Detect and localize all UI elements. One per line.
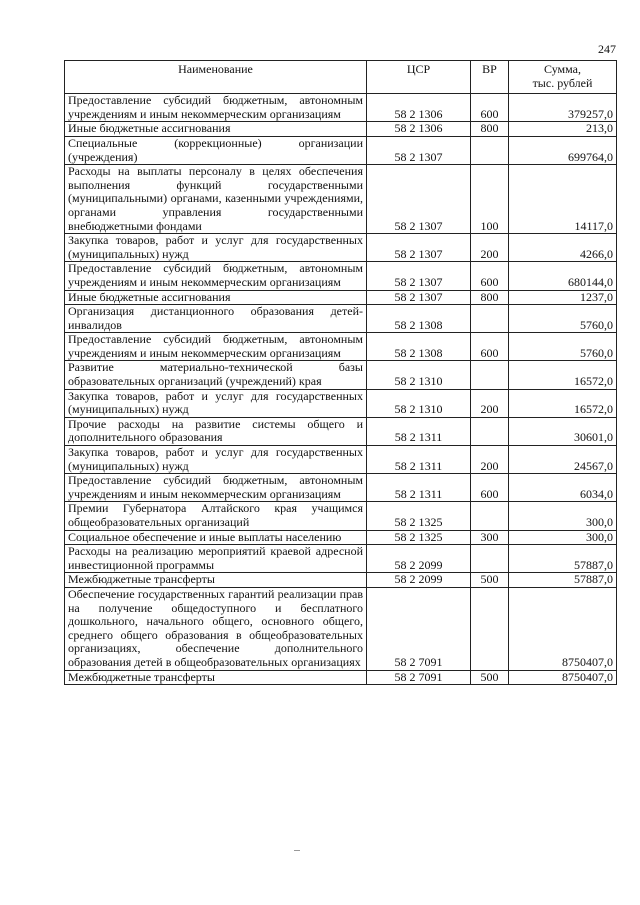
row-vr: 800 (471, 122, 509, 137)
row-vr: 600 (471, 333, 509, 361)
table-header-row (65, 61, 617, 94)
budget-table (64, 60, 617, 685)
header-sum-line1: Сумма, (544, 62, 581, 76)
row-csr: 58 2 1306 (367, 94, 471, 122)
row-name: Обеспечение государственных гарантий реализации прав на получение общедоступного и бесплатного дошкольного, начального общего, основного общего, среднего общего образования в общеобразовательных организациях, обеспечение дополнительного образования детей в общеобразовательных организациях (65, 587, 367, 670)
table-row (65, 573, 617, 588)
row-sum: 4266,0 (509, 234, 617, 262)
table-row (65, 502, 617, 530)
row-csr: 58 2 1307 (367, 234, 471, 262)
table-row (65, 474, 617, 502)
table-row (65, 587, 617, 670)
row-sum: 300,0 (509, 502, 617, 530)
row-sum: 24567,0 (509, 446, 617, 474)
row-csr: 58 2 1325 (367, 502, 471, 530)
table-row (65, 305, 617, 333)
row-name: Закупка товаров, работ и услуг для государственных (муниципальных) нужд (65, 446, 367, 474)
row-vr: 300 (471, 530, 509, 545)
row-vr: 200 (471, 234, 509, 262)
row-sum: 14117,0 (509, 165, 617, 234)
table-row (65, 361, 617, 389)
row-name: Специальные (коррекционные) организации (учреждения) (65, 136, 367, 164)
row-name: Премии Губернатора Алтайского края учащимся общеобразовательных организаций (65, 502, 367, 530)
row-sum: 5760,0 (509, 333, 617, 361)
table-row (65, 530, 617, 545)
row-sum: 57887,0 (509, 545, 617, 573)
row-csr: 58 2 2099 (367, 573, 471, 588)
table-body (65, 94, 617, 685)
row-name: Предоставление субсидий бюджетным, автономным учреждениям и иным некоммерческим организациям (65, 474, 367, 502)
row-sum: 57887,0 (509, 573, 617, 588)
row-sum: 16572,0 (509, 361, 617, 389)
table-row (65, 94, 617, 122)
row-name: Расходы на выплаты персоналу в целях обеспечения выполнения функций государственными (муниципальными) органами, казенными учреждениями, органами управления государственными внебюджетными фондами (65, 165, 367, 234)
row-sum: 30601,0 (509, 417, 617, 445)
header-csr: ЦСР (367, 61, 471, 94)
row-vr: 800 (471, 290, 509, 305)
row-vr (471, 361, 509, 389)
row-vr: 100 (471, 165, 509, 234)
table-row (65, 417, 617, 445)
row-name: Организация дистанционного образования детей-инвалидов (65, 305, 367, 333)
row-sum: 1237,0 (509, 290, 617, 305)
row-vr: 600 (471, 262, 509, 290)
row-csr: 58 2 1308 (367, 305, 471, 333)
table-row (65, 670, 617, 685)
table-row (65, 545, 617, 573)
row-name: Иные бюджетные ассигнования (65, 290, 367, 305)
table-row (65, 262, 617, 290)
row-name: Межбюджетные трансферты (65, 670, 367, 685)
row-sum: 300,0 (509, 530, 617, 545)
table-row (65, 446, 617, 474)
row-csr: 58 2 1325 (367, 530, 471, 545)
row-vr (471, 502, 509, 530)
row-csr: 58 2 1311 (367, 474, 471, 502)
row-name: Расходы на реализацию мероприятий краевой адресной инвестиционной программы (65, 545, 367, 573)
row-sum: 379257,0 (509, 94, 617, 122)
row-csr: 58 2 1307 (367, 290, 471, 305)
row-vr (471, 417, 509, 445)
row-csr: 58 2 1306 (367, 122, 471, 137)
header-name: Наименование (65, 61, 367, 94)
row-name: Развитие материально-технической базы образовательных организаций (учреждений) края (65, 361, 367, 389)
footer-mark (294, 850, 300, 851)
header-sum (509, 61, 617, 94)
row-csr: 58 2 7091 (367, 670, 471, 685)
row-csr: 58 2 7091 (367, 587, 471, 670)
table-row (65, 234, 617, 262)
row-csr: 58 2 1311 (367, 417, 471, 445)
row-csr: 58 2 1307 (367, 136, 471, 164)
row-name: Предоставление субсидий бюджетным, автономным учреждениям и иным некоммерческим организациям (65, 94, 367, 122)
row-csr: 58 2 1307 (367, 262, 471, 290)
row-name: Социальное обеспечение и иные выплаты населению (65, 530, 367, 545)
row-csr: 58 2 1307 (367, 165, 471, 234)
row-sum: 5760,0 (509, 305, 617, 333)
row-name: Закупка товаров, работ и услуг для государственных (муниципальных) нужд (65, 389, 367, 417)
row-csr: 58 2 2099 (367, 545, 471, 573)
row-name: Прочие расходы на развитие системы общего и дополнительного образования (65, 417, 367, 445)
row-name: Закупка товаров, работ и услуг для государственных (муниципальных) нужд (65, 234, 367, 262)
row-vr: 500 (471, 670, 509, 685)
row-sum: 16572,0 (509, 389, 617, 417)
row-sum: 213,0 (509, 122, 617, 137)
row-name: Межбюджетные трансферты (65, 573, 367, 588)
row-vr: 500 (471, 573, 509, 588)
row-csr: 58 2 1310 (367, 361, 471, 389)
row-csr: 58 2 1311 (367, 446, 471, 474)
row-vr: 600 (471, 474, 509, 502)
table-row (65, 136, 617, 164)
header-sum-line2: тыс. рублей (532, 75, 593, 90)
row-csr: 58 2 1308 (367, 333, 471, 361)
row-name: Иные бюджетные ассигнования (65, 122, 367, 137)
row-vr: 600 (471, 94, 509, 122)
page-number: 247 (598, 42, 616, 56)
table-row (65, 165, 617, 234)
row-csr: 58 2 1310 (367, 389, 471, 417)
row-vr: 200 (471, 446, 509, 474)
table-row (65, 389, 617, 417)
row-sum: 6034,0 (509, 474, 617, 502)
row-vr (471, 136, 509, 164)
row-vr (471, 305, 509, 333)
row-vr: 200 (471, 389, 509, 417)
header-vr: ВР (471, 61, 509, 94)
row-sum: 8750407,0 (509, 587, 617, 670)
table-row (65, 290, 617, 305)
table-row (65, 122, 617, 137)
row-sum: 699764,0 (509, 136, 617, 164)
row-name: Предоставление субсидий бюджетным, автономным учреждениям и иным некоммерческим организациям (65, 333, 367, 361)
row-sum: 8750407,0 (509, 670, 617, 685)
row-vr (471, 587, 509, 670)
row-name: Предоставление субсидий бюджетным, автономным учреждениям и иным некоммерческим организациям (65, 262, 367, 290)
table-row (65, 333, 617, 361)
row-sum: 680144,0 (509, 262, 617, 290)
row-vr (471, 545, 509, 573)
